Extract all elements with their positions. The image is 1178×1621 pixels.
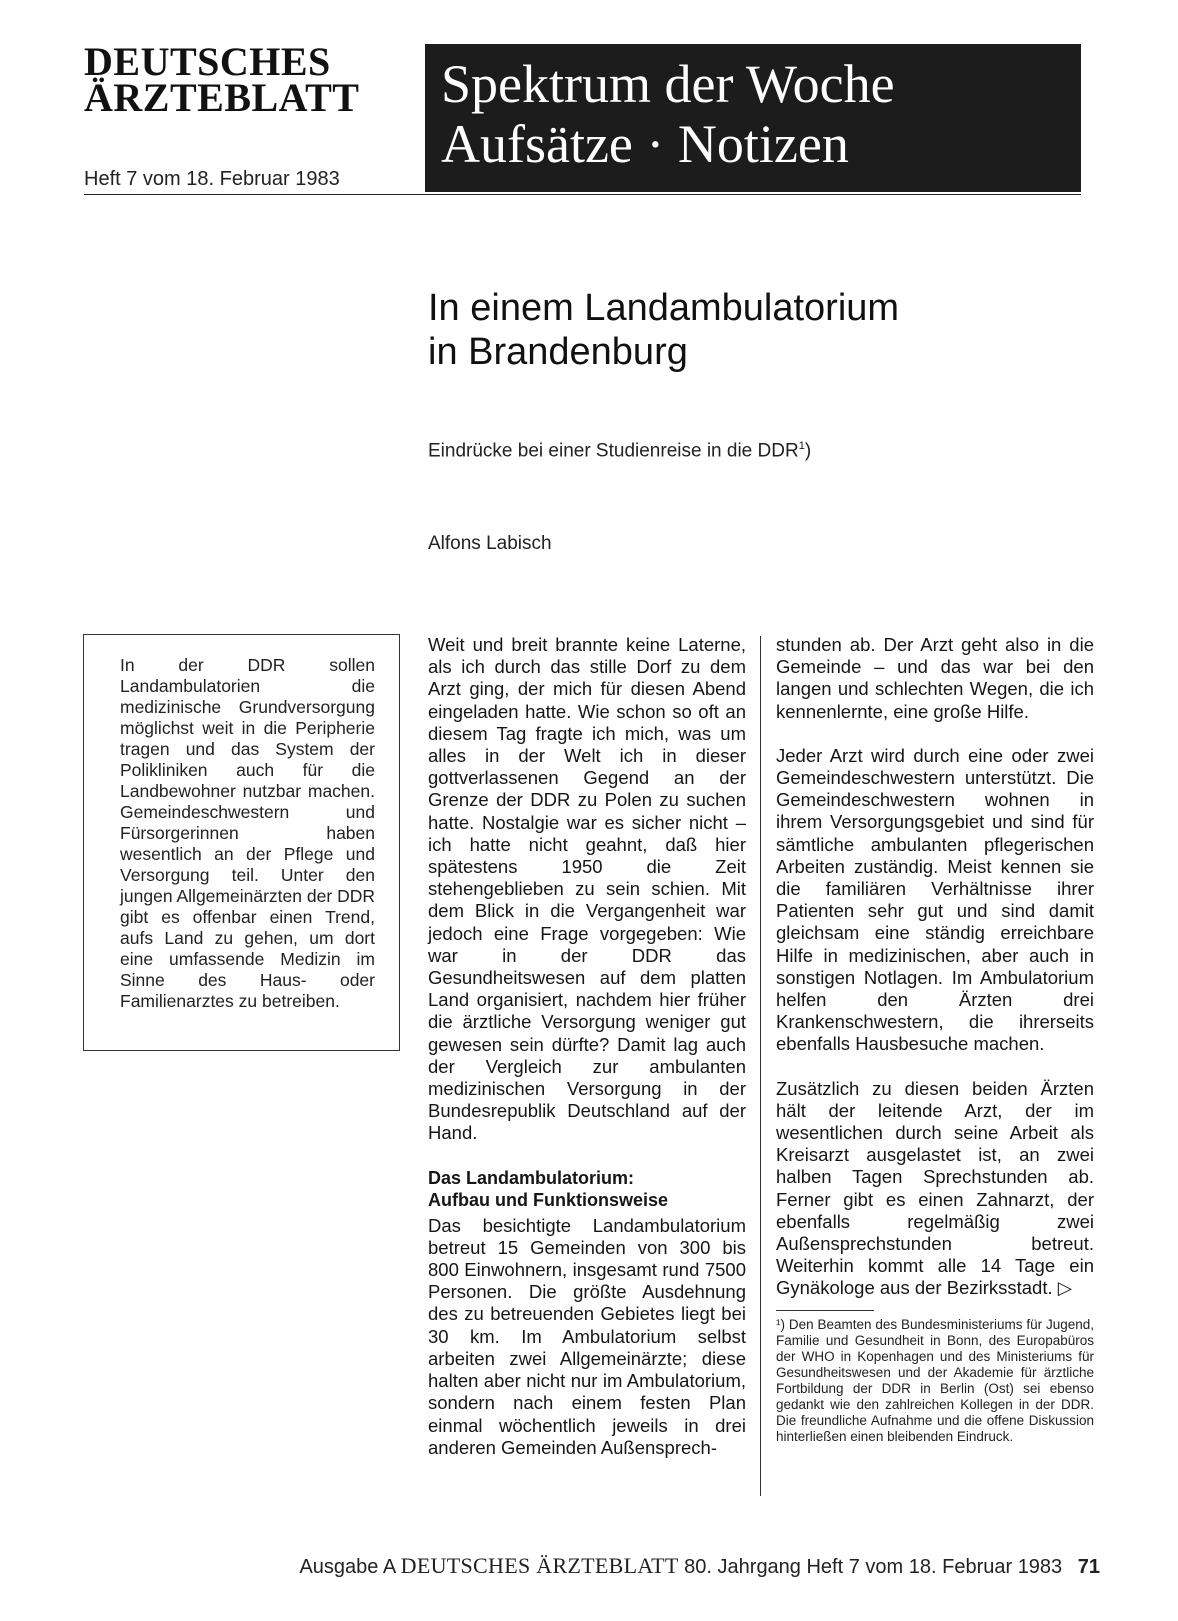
paragraph: Weit und breit brannte keine Laterne, als ich durch das stille Dorf zu dem Arzt ging, der mich für diesen Abend eingeladen hatte. Wie schon so oft an diesem Tag fragte ich mich, was um alles in der Welt ich in dieser gottverlassenen Gegend an der Grenze der DDR zu Polen zu suchen hatte. Nostalgie war es sicher nicht – ich hatte nicht geahnt, daß hier spätestens 1950 die Zeit stehengeblieben zu sein schien. Mit dem Blick in die Vergangenheit war jedoch eine Frage vorgegeben: Wie war in der DDR das Gesundheitswesen auf dem platten Land organisiert, nachdem hier früher die ärztliche Versorgung weniger gut gewesen sein dürfte? Damit lag auch der Vergleich zur ambulanten medizinischen Versorgung in der Bundesrepublik Deutschland auf der Hand. (428, 634, 746, 1144)
paragraph-text: Zusätzlich zu diesen beiden Ärzten hält der leitende Arzt, der im wesentlichen durch seine Arbeit als Kreisarzt ausgelastet ist, an zwei halben Tagen Sprechstunden ab. Ferner gibt es einen Zahnarzt, der ebenfalls regelmäßig zwei Außensprechstunden betreut. Weiterhin kommt alle 14 Tage ein Gynäkologe aus der Bezirksstadt. (776, 1077, 1094, 1299)
section-heading (428, 1167, 746, 1211)
article-author: Alfons Labisch (428, 533, 552, 554)
title-line-1: In einem Landambulatorium (428, 287, 900, 329)
footer-edition: Ausgabe A (299, 1556, 396, 1578)
footnote: ¹) Den Beamten des Bundesministeriums für Jugend, Familie und Gesundheit in Bonn, des Europabüros der WHO in Kopenhagen und des Ministeriums für Gesundheitswesen und der Akademie für ärztliche Fortbildung der DDR in Berlin (Ost) sei ebenso gedankt wie den zahlreichen Kollegen in der DDR. Die freundliche Aufnahme und die offene Diskussion hinterließen einen bleibenden Eindruck. (776, 1316, 1094, 1444)
column-2 (776, 634, 1094, 1445)
subtitle-paren: ) (804, 440, 812, 462)
continue-arrow-icon: ▷ (1057, 1277, 1072, 1299)
subtitle-footnote-marker: 1 (798, 440, 805, 452)
abstract-text: In der DDR sollen Landambulatorien die medizinische Grundversorgung möglichst weit in die Peripherie tragen und das System der Polikliniken auch für die Landbewohner nutzbar machen. Gemeindeschwestern und Fürsorgerinnen haben wesentlich an der Pflege und Versorgung teil. Unter den jungen Allgemeinärzten der DDR gibt es offenbar einen Trend, aufs Land zu gehen, um dort eine umfassende Medizin im Sinne des Haus- oder Familienarztes zu betreiben. (120, 655, 375, 1011)
column-1 (428, 634, 746, 1481)
page-footer (0, 1553, 1100, 1579)
footer-issue: 80. Jahrgang Heft 7 vom 18. Februar 1983 (684, 1556, 1063, 1578)
heading-line-1: Das Landambulatorium: (428, 1167, 635, 1188)
section-line-2: Aufsätze · Notizen (441, 114, 849, 174)
footnote-rule (776, 1310, 874, 1311)
paragraph: Das besichtigte Landambulatorium betreut 15 Gemeinden von 300 bis 800 Einwohnern, insgesamt rund 7500 Personen. Die größte Ausdehnung des zu betreuenden Gebietes liegt bei 30 km. Im Ambulatorium selbst arbeiten zwei Allgemeinärzte; diese halten aber nicht nur im Ambulatorium, sondern nach einem festen Plan einmal wöchentlich jeweils in drei anderen Gemeinden Außensprech- (428, 1214, 746, 1458)
footer-brand: DEUTSCHES ÄRZTEBLATT (400, 1553, 679, 1578)
paragraph: stunden ab. Der Arzt geht also in die Gemeinde – und das war bei den langen und schlechten Wegen, die ich kennenlernte, eine große Hilfe. (776, 634, 1094, 722)
article-title (428, 286, 899, 374)
paragraph-last (776, 1078, 1094, 1300)
article-subtitle (428, 440, 811, 462)
title-line-2: in Brandenburg (428, 331, 688, 373)
section-line-1: Spektrum der Woche (441, 54, 895, 114)
heading-line-2: Aufbau und Funktionsweise (428, 1189, 669, 1210)
header-rule (84, 194, 1081, 195)
issue-line: Heft 7 vom 18. Februar 1983 (84, 168, 340, 190)
masthead-line-1: DEUTSCHES (84, 39, 331, 84)
subtitle-text: Eindrücke bei einer Studienreise in die DDR (428, 440, 799, 462)
column-divider (760, 636, 761, 1496)
page-number: 71 (1077, 1556, 1100, 1578)
paragraph: Jeder Arzt wird durch eine oder zwei Gemeindeschwestern unterstützt. Die Gemeindeschwestern wohnen in ihrem Versorgungsgebiet und sind für sämtliche ambulanten pflegerischen Arbeiten zuständig. Meist kennen sie die familiären Verhältnisse ihrer Patienten sehr gut und sind damit gleichsam eine ständig erreichbare Hilfe in medizinischen, aber auch in sonstigen Notlagen. Im Ambulatorium helfen den Ärzten drei Krankenschwestern, die ihrerseits ebenfalls Hausbesuche machen. (776, 744, 1094, 1055)
section-banner (425, 44, 1081, 192)
masthead-logo (84, 39, 360, 120)
masthead-line-2: ÄRZTEBLATT (84, 75, 360, 120)
abstract-box (83, 634, 400, 1051)
